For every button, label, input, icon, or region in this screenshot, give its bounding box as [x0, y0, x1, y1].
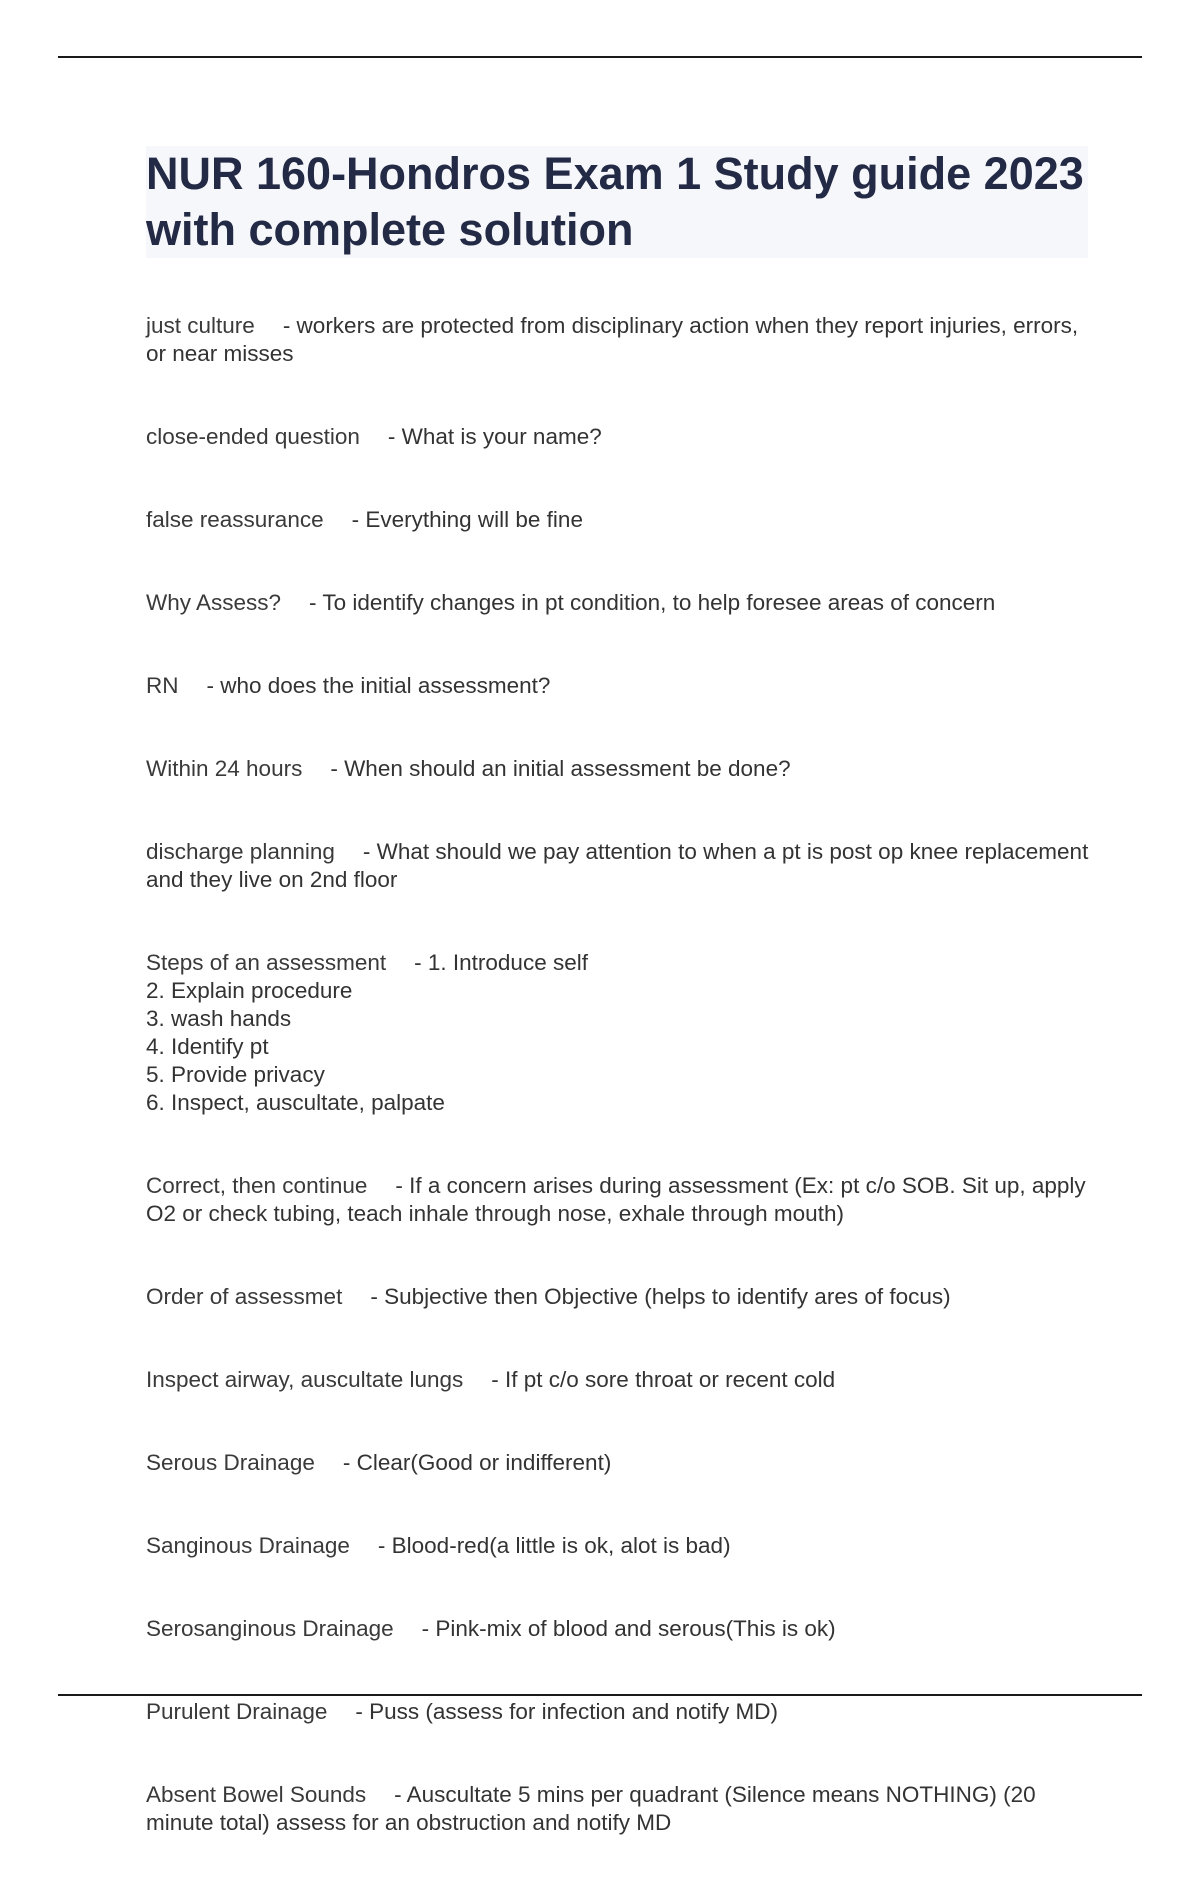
flashcard [146, 1781, 1096, 1865]
card-definition: - When should an initial assessment be done? [330, 756, 791, 781]
card-term: Order of assessmet [146, 1284, 343, 1309]
card-definition: - What is your name? [387, 424, 602, 449]
card-term: Steps of an assessment [146, 950, 387, 975]
flashcard [146, 949, 1096, 1145]
card-term: discharge planning [146, 839, 335, 864]
flashcard [146, 589, 1096, 645]
card-term: close-ended question [146, 424, 360, 449]
card-definition: - Auscultate 5 mins per quadrant (Silence means NOTHING) (20 minute total) assess for an obstruction and notify MD [146, 1782, 1036, 1835]
flashcard [146, 312, 1096, 396]
card-definition: - If pt c/o sore throat or recent cold [491, 1367, 836, 1392]
card-term: Serosanginous Drainage [146, 1616, 394, 1641]
bottom-rule [58, 1694, 1142, 1696]
card-definition: - Clear(Good or indifferent) [342, 1450, 612, 1475]
flashcard [146, 1172, 1096, 1256]
card-definition: - 1. Introduce self 2. Explain procedure 3. wash hands 4. Identify pt 5. Provide privacy 6. Inspect, auscultate, palpate [146, 950, 588, 1115]
card-term: Purulent Drainage [146, 1699, 328, 1724]
document-title: NUR 160-Hondros Exam 1 Study guide 2023 with complete solution [146, 148, 1084, 255]
card-definition: - Subjective then Objective (helps to identify ares of focus) [370, 1284, 951, 1309]
flashcard [146, 838, 1096, 922]
card-term: Why Assess? [146, 590, 282, 615]
card-term: false reassurance [146, 507, 324, 532]
card-definition: - Puss (assess for infection and notify MD) [355, 1699, 779, 1724]
card-term: Absent Bowel Sounds [146, 1782, 367, 1807]
flashcard-list [146, 312, 1096, 1892]
card-definition: - What should we pay attention to when a pt is post op knee replacement and they live on 2nd floor [146, 839, 1089, 892]
flashcard [146, 1449, 1096, 1505]
top-rule [58, 56, 1142, 58]
card-definition: - Blood-red(a little is ok, alot is bad) [377, 1533, 731, 1558]
flashcard [146, 1532, 1096, 1588]
flashcard [146, 506, 1096, 562]
card-term: Within 24 hours [146, 756, 303, 781]
card-definition: - Everything will be fine [351, 507, 583, 532]
card-term: Serous Drainage [146, 1450, 315, 1475]
card-definition: - Pink-mix of blood and serous(This is ok) [421, 1616, 836, 1641]
card-term: RN [146, 673, 179, 698]
card-term: Sanginous Drainage [146, 1533, 350, 1558]
flashcard [146, 755, 1096, 811]
flashcard [146, 1698, 1096, 1754]
flashcard [146, 423, 1096, 479]
title-block [146, 146, 1088, 258]
card-definition: - workers are protected from disciplinary action when they report injuries, errors, or near misses [146, 313, 1079, 366]
card-term: Inspect airway, auscultate lungs [146, 1367, 464, 1392]
flashcard [146, 1366, 1096, 1422]
card-definition: - who does the initial assessment? [206, 673, 551, 698]
card-definition: - If a concern arises during assessment (Ex: pt c/o SOB. Sit up, apply O2 or check tubing, teach inhale through nose, exhale through mouth) [146, 1173, 1086, 1226]
card-term: Correct, then continue [146, 1173, 368, 1198]
flashcard [146, 1283, 1096, 1339]
flashcard [146, 1615, 1096, 1671]
flashcard [146, 672, 1096, 728]
card-definition: - To identify changes in pt condition, to help foresee areas of concern [309, 590, 996, 615]
card-term: just culture [146, 313, 255, 338]
